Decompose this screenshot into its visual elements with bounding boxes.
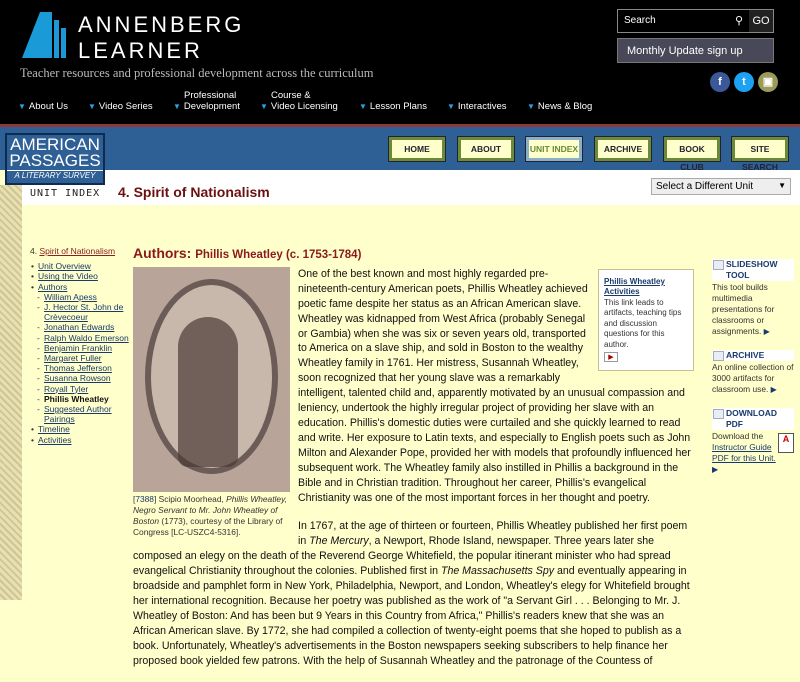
nav-label: Development — [183, 101, 240, 112]
sidebar-link[interactable]: Susanna Rowson — [44, 373, 111, 384]
heading-label: Authors: — [133, 245, 192, 261]
sidebar-item — [30, 271, 130, 281]
main-content — [133, 246, 698, 682]
caret-down-icon: ▼ — [527, 102, 535, 111]
nav-about-us[interactable] — [18, 101, 68, 112]
caret-down-icon: ▼ — [447, 102, 455, 111]
caret-down-icon: ▼ — [18, 102, 26, 111]
chevron-down-icon: ▼ — [778, 181, 786, 190]
play-icon[interactable]: ▶ — [604, 352, 618, 362]
logo-text-line2: LEARNER — [78, 38, 203, 63]
sidebar-item — [30, 343, 130, 353]
tagline: Teacher resources and professional development across the curriculum — [20, 66, 374, 80]
archive-tool — [712, 350, 794, 395]
slideshow-tool — [712, 259, 794, 337]
slideshow-text: This tool builds multimedia presentations for classrooms or assignments. — [712, 282, 775, 336]
sidebar-link[interactable]: Thomas Jefferson — [44, 363, 112, 374]
artifact-link[interactable]: 7388 — [135, 493, 154, 504]
pdf-title: DOWNLOAD PDF — [712, 408, 794, 430]
portrait-figure — [133, 267, 290, 538]
site-header — [0, 0, 800, 125]
sidebar-link[interactable]: J. Hector St. John de Crèvecoeur — [44, 302, 124, 323]
right-sidebar — [712, 259, 794, 488]
slideshow-title[interactable]: SLIDESHOW TOOL — [712, 259, 794, 281]
download-pdf — [712, 408, 794, 475]
sidebar-link[interactable]: Ralph Waldo Emerson — [44, 332, 129, 343]
nav-label: Video Series — [98, 101, 153, 112]
logo-line1: AMERICAN — [10, 135, 100, 154]
tab-home[interactable]: HOME — [389, 137, 445, 161]
sidebar-item — [30, 435, 130, 445]
cart-icon[interactable]: ▣ — [758, 72, 778, 92]
sidebar-item — [30, 282, 130, 292]
nav-label: Interactives — [457, 101, 507, 112]
sidebar-link[interactable]: William Apess — [44, 291, 97, 302]
text-segment: Phillis Wheatley, Negro Servant to Mr. John Wheatley of Boston — [133, 493, 287, 526]
archive-title[interactable]: ARCHIVE — [712, 350, 794, 361]
sidebar-link[interactable]: Phillis Wheatley — [44, 393, 109, 404]
caret-down-icon: ▼ — [260, 102, 268, 111]
decorative-strip — [0, 185, 22, 600]
sidebar-item — [30, 292, 130, 302]
go-button[interactable]: GO — [749, 10, 773, 32]
nav-professional-development[interactable] — [173, 90, 240, 112]
text-segment: The Massachusetts Spy — [440, 565, 555, 578]
sidebar-link[interactable]: Activities — [38, 434, 72, 445]
nav-label: Course & — [271, 90, 311, 101]
archive-text: An online collection of 3000 artifacts for classroom use. — [712, 362, 794, 394]
unit-select-value: Select a Different Unit — [656, 181, 754, 192]
page-heading — [133, 246, 698, 263]
image-caption: [7388] Scipio Moorhead, Phillis Wheatley, Negro Servant to Mr. John Wheatley of Boston (1773), courtesy of the Library of Congress [LC-USZC4-5316]. — [133, 493, 287, 537]
sidebar-item — [30, 404, 130, 424]
sidebar-item — [30, 261, 130, 271]
nav-lesson-plans[interactable] — [359, 101, 427, 112]
text-segment: The Mercury — [309, 535, 369, 548]
nav-label: News & Blog — [537, 101, 593, 112]
activities-box — [598, 269, 694, 371]
tab-about[interactable]: ABOUT — [458, 137, 514, 161]
logo-text-line1: ANNENBERG — [78, 12, 245, 37]
sidebar-link[interactable]: Margaret Fuller — [44, 353, 102, 364]
search-placeholder: Search — [624, 15, 656, 26]
unit-index-label: UNIT INDEX — [30, 188, 101, 199]
nav-interactives[interactable] — [447, 101, 507, 112]
instructor-guide-link[interactable]: Instructor Guide PDF for this Unit. — [712, 442, 776, 463]
caret-down-icon: ▼ — [173, 102, 181, 111]
text-segment: One of the best known and most highly regarded pre-nineteenth-century American poets, Phillis Wheatley achieved poetic fame despite her status as an African American slave. Wheatley was kidnapped from West Africa (probably Senegal or Gambia) when she was six or seven years old, transported to America on a slave ship, and sold in Boston to the wealthy Wheatley family in 1761. Her mistress, Susannah Wheatley, soon recognized that her young slave was a remarkably intelligent, talented child and, apparently motivated by an unusual compassion and leniency, undertook the highly irregular project of providing her slave with an education. Phillis's domestic duties were curtailed and she quickly learned to read and write. Her exposure to Latin texts, and especially to English poets such as John Milton and Alexander Pope, provided her with models that profoundly influenced her subsequent work. The Wheatley family also instilled in Phillis a background in the Bible and in Christian tradition. Throughout her career, Phillis's evangelical Christianity was one of the most important forces in her thought and poetry. — [298, 267, 691, 504]
unit-select[interactable] — [651, 178, 791, 195]
text-segment: and eventually appearing in broadside and pamphlet form in New York, Philadelphia, Newport, and London, Wheatley's elegy for Whitefield brought her international recognition. Because her poetry was published as the work of "a Servant Girl . . . Belonging to Mr. J. Wheatley of Boston: And has been but 9 Years in this Country from Africa," Phillis's readers knew that she was an African American slave. By 1772, she had compiled a collection of twenty-eight poems that she hoped to publish as a book. Unfortunately, Wheatley's advertisements in the Boston newspapers seeking subscribers to help finance her proposed book yielded few patrons. With the help of Susannah Wheatley and the patronage of the Countess of — [133, 565, 690, 667]
portrait-image[interactable] — [133, 267, 290, 492]
arrow-right-icon[interactable]: ▶ — [712, 465, 719, 474]
tab-site-search[interactable]: SITE SEARCH — [732, 137, 788, 161]
sidebar-item — [30, 424, 130, 434]
sidebar-item — [30, 373, 130, 383]
nav-label: Video Licensing — [270, 101, 338, 112]
tab-archive[interactable]: ARCHIVE — [595, 137, 651, 161]
arrow-right-icon[interactable]: ▶ — [770, 385, 777, 394]
sidebar-nav — [30, 246, 130, 445]
sidebar-link[interactable]: Unit Overview — [38, 261, 91, 272]
nav-label: Lesson Plans — [369, 101, 427, 112]
body-paragraph — [133, 519, 698, 668]
search-input[interactable] — [617, 9, 774, 33]
unit-number: 4. — [30, 246, 38, 256]
sidebar-link[interactable]: Timeline — [38, 424, 70, 435]
tab-book-club[interactable]: BOOK CLUB — [664, 137, 720, 161]
monthly-update-button[interactable]: Monthly Update sign up — [617, 38, 774, 63]
sidebar-link[interactable]: Royall Tyler — [44, 383, 89, 394]
sidebar-item — [30, 353, 130, 363]
text-segment: Scipio Moorhead, — [156, 493, 227, 504]
sidebar-link[interactable]: Jonathan Edwards — [44, 322, 115, 333]
nav-news-blog[interactable] — [527, 101, 592, 112]
sidebar-link[interactable]: Suggested Author Pairings — [44, 404, 112, 425]
nav-video-series[interactable] — [88, 101, 153, 112]
sidebar-list — [30, 261, 130, 445]
pdf-text: Download the — [712, 431, 764, 441]
text-segment: (1773), courtesy of the Library of Congress [LC-USZC4-5316]. — [133, 515, 283, 537]
nav-label: Professional — [184, 90, 237, 101]
caret-down-icon: ▼ — [88, 102, 96, 111]
author-name: Phillis Wheatley (c. 1753-1784) — [195, 249, 362, 261]
activities-link[interactable]: Phillis Wheatley Activities — [604, 276, 665, 297]
sidebar-item — [30, 322, 130, 332]
unit-title: 4. Spirit of Nationalism — [118, 184, 270, 200]
pdf-icon[interactable]: A — [778, 433, 794, 453]
logo-sub: A LITERARY SURVEY — [7, 170, 103, 181]
sidebar-link[interactable]: Benjamin Franklin — [44, 342, 113, 353]
logo-line2: PASSAGES — [9, 151, 101, 170]
sidebar-link[interactable]: Using the Video — [38, 271, 98, 282]
sidebar-item — [30, 302, 130, 322]
sidebar-link[interactable]: Authors — [38, 281, 68, 292]
sidebar-item — [30, 384, 130, 394]
arrow-right-icon[interactable]: ▶ — [763, 327, 770, 336]
text-segment: In 1767, at the age of thirteen or fourteen, Phillis Wheatley published her first poem in — [298, 520, 688, 548]
sidebar-item — [30, 363, 130, 373]
text-segment: , a Newport, Rhode Island, newspaper. Three years later she composed an elegy on the death of the Reverend George Whitefield, the popular itinerant minister who had spread evangelical Christianity throughout the colonies. Published first in — [133, 535, 671, 578]
twitter-icon[interactable]: t — [734, 72, 754, 92]
sidebar-item — [30, 394, 130, 404]
nav-label: About Us — [28, 101, 68, 112]
nav-course-licensing[interactable] — [260, 90, 338, 112]
caret-down-icon: ▼ — [359, 102, 367, 111]
american-passages-logo[interactable] — [5, 133, 105, 185]
facebook-icon[interactable]: f — [710, 72, 730, 92]
activities-text: This link leads to artifacts, teaching tips and discussion questions for this author. — [604, 297, 682, 349]
search-icon[interactable]: ⚲ — [734, 15, 743, 27]
annenberg-logo-icon[interactable] — [18, 10, 68, 58]
sidebar-item — [30, 333, 130, 343]
unit-link[interactable]: Spirit of Nationalism — [39, 246, 116, 256]
tab-unit-index[interactable]: UNIT INDEX — [526, 137, 582, 161]
